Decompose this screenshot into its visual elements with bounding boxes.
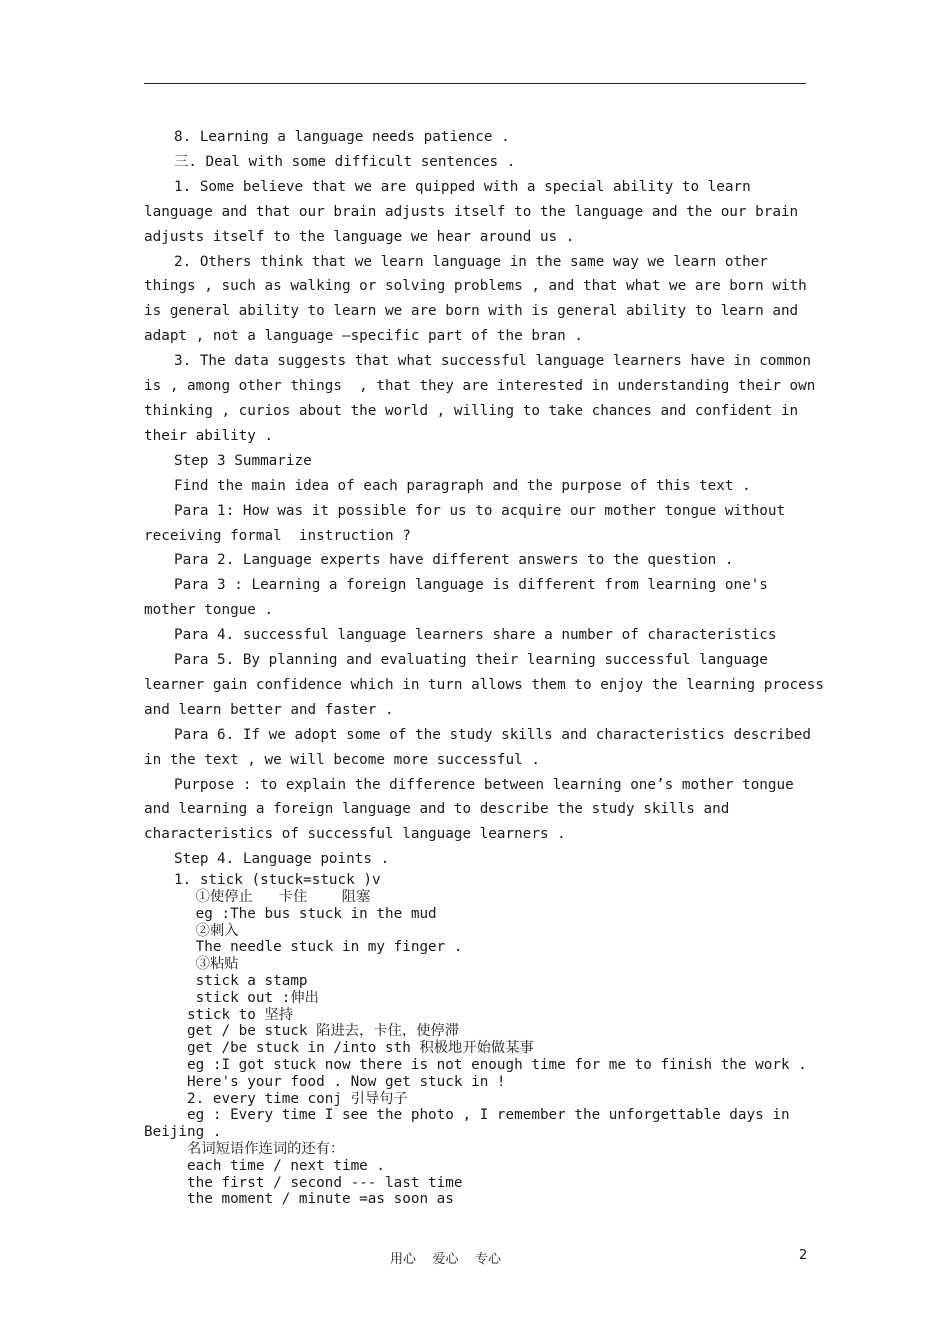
- header-rule: [144, 83, 806, 84]
- text-line: Para 1: How was it possible for us to acquire our mother tongue without: [174, 502, 786, 519]
- text-line: thinking , curios about the world , willing to take chances and confident in: [144, 402, 799, 419]
- text-line: the moment / minute =as soon as: [144, 1191, 454, 1208]
- text-line: Step 3 Summarize: [174, 452, 312, 469]
- text-line: 8. Learning a language needs patience .: [174, 129, 510, 145]
- text-line: Find the main idea of each paragraph and the purpose of this text .: [174, 477, 751, 494]
- text-line: Para 4. successful language learners share a number of characteristics: [174, 627, 777, 644]
- text-line: Para 3 : Learning a foreign language is different from learning one's: [174, 577, 768, 594]
- text-line: eg :I got stuck now there is not enough time for me to finish the work .: [144, 1056, 807, 1073]
- text-line: characteristics of successful language learners .: [144, 826, 566, 843]
- text-line: eg :The bus stuck in the mud: [144, 905, 437, 922]
- text-line: get /be stuck in /into sth 积极地开始做某事: [144, 1040, 534, 1057]
- text-line: 2. every time conj 引导句子: [144, 1090, 408, 1107]
- text-line: The needle stuck in my finger .: [144, 939, 463, 956]
- text-line: stick to 坚持: [144, 1006, 294, 1023]
- text-line: their ability .: [144, 427, 274, 444]
- document-body: [144, 125, 824, 1208]
- text-line: language and that our brain adjusts itself to the language and the our brain: [144, 203, 799, 220]
- text-line: stick out :伸出: [144, 989, 319, 1006]
- text-line: Step 4. Language points .: [174, 851, 390, 868]
- text-line: get / be stuck 陷进去，卡住，使停滞: [144, 1023, 460, 1040]
- text-line: Purpose : to explain the difference between learning one’s mother tongue: [174, 776, 794, 793]
- text-line: adjusts itself to the language we hear around us .: [144, 228, 575, 245]
- text-line: and learning a foreign language and to describe the study skills and: [144, 801, 730, 818]
- text-line: Here's your food . Now get stuck in !: [144, 1073, 506, 1090]
- text-line: 名词短语作连词的还有：: [144, 1140, 345, 1157]
- text-line: ①使停止 卡住 阻塞: [144, 888, 371, 905]
- text-line: eg : Every time I see the photo , I remember the unforgettable days in: [144, 1107, 790, 1124]
- text-line: is general ability to learn we are born with is general ability to learn and: [144, 303, 799, 320]
- text-line: ②刺入: [144, 922, 239, 939]
- text-line: adapt , not a language –specific part of the bran .: [144, 328, 583, 345]
- text-line: in the text , we will become more successful .: [144, 751, 540, 768]
- text-line: 2. Others think that we learn language in the same way we learn other: [174, 253, 768, 270]
- text-line: ③粘贴: [144, 956, 239, 973]
- text-line: Para 5. By planning and evaluating their learning successful language: [174, 652, 768, 669]
- text-line: is , among other things , that they are interested in understanding their own: [144, 378, 816, 395]
- text-line: the first / second --- last time: [144, 1174, 463, 1191]
- footer-motto: 用心 爱心 专心: [390, 1252, 502, 1267]
- text-line: 1. stick (stuck=stuck )v: [174, 872, 381, 889]
- text-line: Beijing .: [144, 1124, 222, 1141]
- page-number: 2: [799, 1248, 808, 1263]
- text-line: and learn better and faster .: [144, 701, 394, 718]
- text-line: stick a stamp: [144, 972, 308, 989]
- text-line: receiving formal instruction ?: [144, 527, 411, 544]
- text-line: mother tongue .: [144, 602, 274, 619]
- text-line: learner gain confidence which in turn allows them to enjoy the learning process: [144, 676, 824, 693]
- text-line: Para 6. If we adopt some of the study skills and characteristics described: [174, 726, 811, 743]
- text-line: Para 2. Language experts have different answers to the question .: [174, 552, 734, 569]
- text-line: 3. The data suggests that what successful language learners have in common: [174, 353, 811, 370]
- text-line: each time / next time .: [144, 1157, 386, 1174]
- text-line: things , such as walking or solving problems , and that what we are born with: [144, 278, 807, 295]
- text-line: 1. Some believe that we are quipped with a special ability to learn: [174, 178, 751, 195]
- text-line: 三. Deal with some difficult sentences .: [174, 153, 516, 170]
